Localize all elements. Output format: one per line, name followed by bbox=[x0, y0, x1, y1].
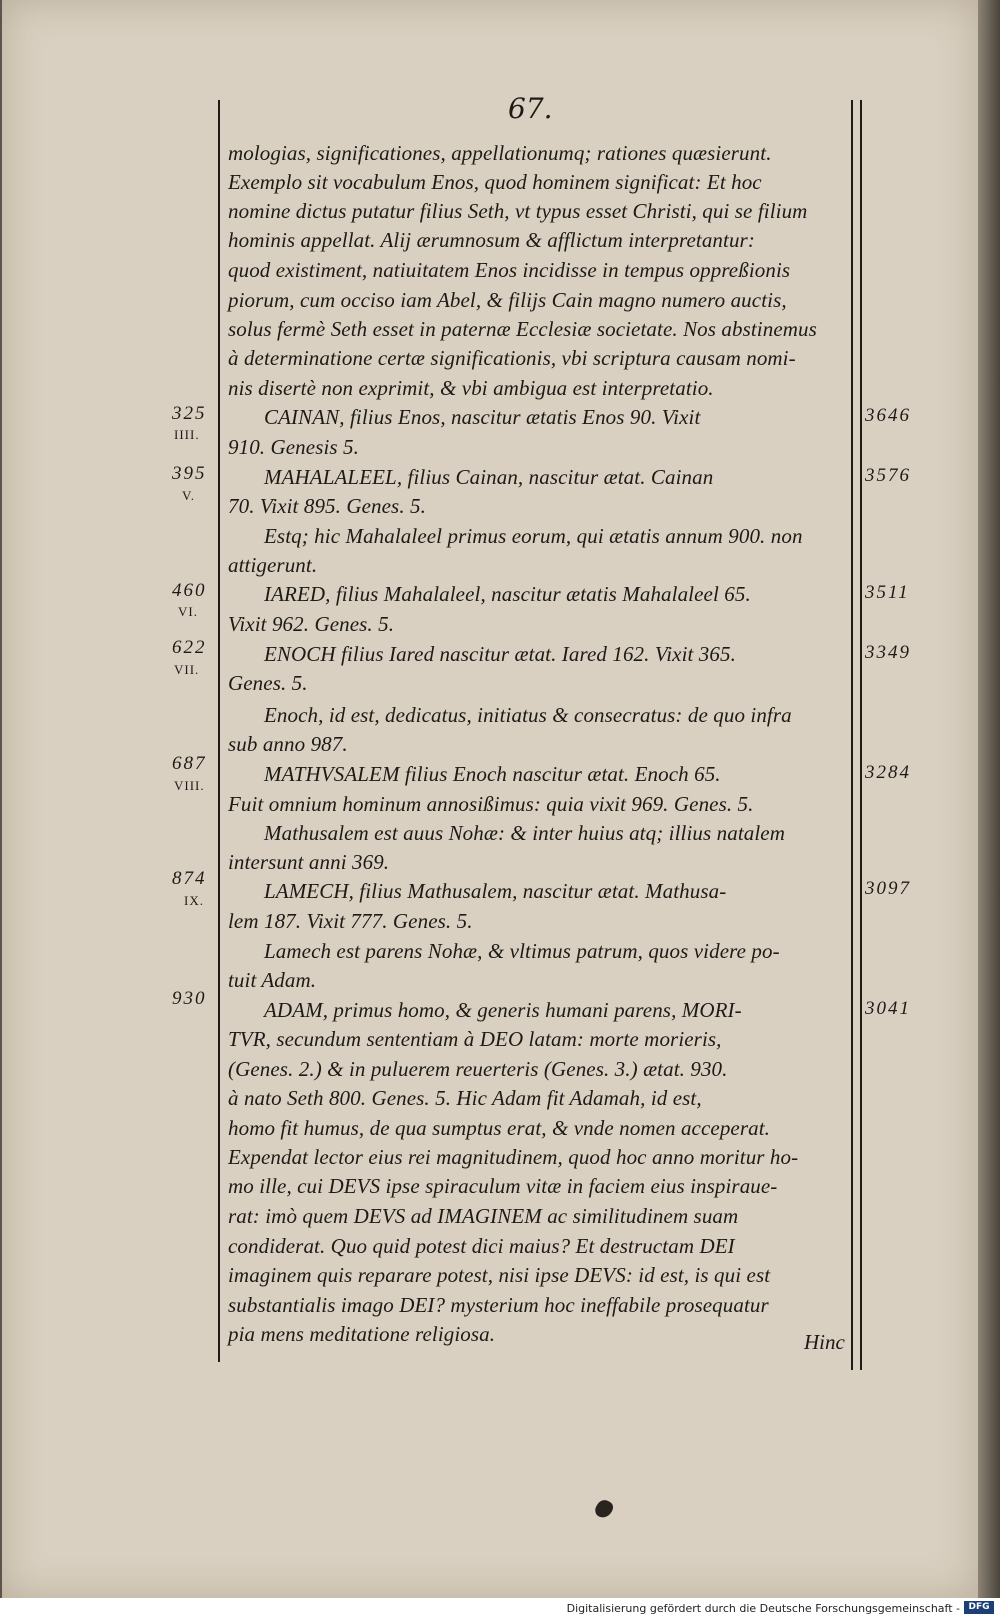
footer-credit: Digitalisierung gefördert durch die Deutsche Forschungsgemeinschaft - bbox=[566, 1602, 960, 1615]
text-line: condiderat. Quo quid potest dici maius? Et destructam DEI bbox=[228, 1234, 735, 1258]
text-line: Expendat lector eius rei magnitudinem, quod hoc anno moritur ho- bbox=[228, 1145, 799, 1169]
margin-year-right: 3576 bbox=[865, 465, 911, 486]
text-line: quod existiment, natiuitatem Enos incidisse in tempus oppreßionis bbox=[228, 258, 791, 282]
text-line: pia mens meditatione religiosa. bbox=[228, 1322, 496, 1346]
text-line: (Genes. 2.) & in puluerem reuerteris (Genes. 3.) ætat. 930. bbox=[228, 1057, 728, 1081]
text-line: MAHALALEEL, filius Cainan, nascitur ætat. Cainan bbox=[264, 465, 714, 489]
margin-year-left: 687 bbox=[172, 753, 207, 774]
text-line: MATHVSALEM filius Enoch nascitur ætat. Enoch 65. bbox=[264, 762, 721, 786]
text-line: substantialis imago DEI? mysterium hoc ineffabile prosequatur bbox=[228, 1293, 769, 1317]
text-line: nomine dictus putatur filius Seth, vt typus esset Christi, qui se filium bbox=[228, 199, 808, 223]
text-line: Vixit 962. Genes. 5. bbox=[228, 612, 395, 636]
text-line: attigerunt. bbox=[228, 553, 318, 577]
text-line: Enoch, id est, dedicatus, initiatus & consecratus: de quo infra bbox=[264, 703, 792, 727]
text-line: intersunt anni 369. bbox=[228, 850, 390, 874]
text-line: CAINAN, filius Enos, nascitur ætatis Enos 90. Vixit bbox=[264, 405, 701, 429]
margin-generation: VII. bbox=[174, 662, 200, 677]
margin-generation: V. bbox=[182, 488, 195, 503]
margin-generation: IIII. bbox=[174, 427, 200, 442]
margin-year-right: 3349 bbox=[865, 642, 911, 663]
margin-year-right: 3646 bbox=[865, 405, 911, 426]
text-line: imaginem quis reparare potest, nisi ipse DEVS: id est, is qui est bbox=[228, 1263, 771, 1287]
text-line: ADAM, primus homo, & generis humani parens, MORI- bbox=[264, 998, 742, 1022]
text-line: Fuit omnium hominum annosißimus: quia vixit 969. Genes. 5. bbox=[228, 792, 754, 816]
footer-bar bbox=[0, 1598, 1000, 1618]
text-line: mologias, significationes, appellationumq; rationes quæsierunt. bbox=[228, 141, 772, 165]
margin-generation: VIII. bbox=[174, 778, 205, 793]
margin-year-right: 3097 bbox=[865, 878, 911, 899]
text-line: Genes. 5. bbox=[228, 671, 308, 695]
dfg-logo: DFG bbox=[964, 1601, 994, 1614]
margin-year-left: 930 bbox=[172, 988, 207, 1009]
text-line: rat: imò quem DEVS ad IMAGINEM ac similitudinem suam bbox=[228, 1204, 739, 1228]
margin-generation: VI. bbox=[178, 604, 198, 619]
margin-year-left: 395 bbox=[172, 463, 207, 484]
page-number: 67. bbox=[508, 92, 553, 125]
margin-year-right: 3511 bbox=[865, 582, 910, 603]
text-line: lem 187. Vixit 777. Genes. 5. bbox=[228, 909, 473, 933]
text-line: piorum, cum occiso iam Abel, & filijs Cain magno numero auctis, bbox=[228, 288, 787, 312]
text-line: Mathusalem est auus Nohæ: & inter huius atq; illius natalem bbox=[264, 821, 785, 845]
catchword: Hinc bbox=[804, 1330, 845, 1354]
text-line: sub anno 987. bbox=[228, 732, 348, 756]
page-edge bbox=[978, 0, 1000, 1598]
text-line: solus fermè Seth esset in paternæ Ecclesiæ societate. Nos abstinemus bbox=[228, 317, 817, 341]
text-line: homo fit humus, de qua sumptus erat, & vnde nomen acceperat. bbox=[228, 1116, 771, 1140]
margin-year-left: 622 bbox=[172, 637, 207, 658]
text-line: TVR, secundum sententiam à DEO latam: morte morieris, bbox=[228, 1027, 722, 1051]
margin-year-left: 460 bbox=[172, 580, 207, 601]
right-column-rule-outer bbox=[860, 100, 862, 1370]
text-line: Estq; hic Mahalaleel primus eorum, qui ætatis annum 900. non bbox=[264, 524, 803, 548]
text-line: Exemplo sit vocabulum Enos, quod hominem significat: Et hoc bbox=[228, 170, 762, 194]
margin-year-right: 3041 bbox=[865, 998, 911, 1019]
text-line: Lamech est parens Nohæ, & vltimus patrum, quos videre po- bbox=[264, 939, 780, 963]
text-line: hominis appellat. Alij ærumnosum & afflictum interpretantur: bbox=[228, 228, 755, 252]
text-line: nis disertè non exprimit, & vbi ambigua est interpretatio. bbox=[228, 376, 714, 400]
text-line: tuit Adam. bbox=[228, 968, 317, 992]
left-column-rule bbox=[218, 100, 220, 1362]
text-line: mo ille, cui DEVS ipse spiraculum vitæ in faciem eius inspiraue- bbox=[228, 1174, 778, 1198]
text-line: 70. Vixit 895. Genes. 5. bbox=[228, 494, 426, 518]
margin-year-right: 3284 bbox=[865, 762, 911, 783]
text-line: ENOCH filius Iared nascitur ætat. Iared 162. Vixit 365. bbox=[264, 642, 736, 666]
margin-generation: IX. bbox=[184, 893, 204, 908]
text-line: à nato Seth 800. Genes. 5. Hic Adam fit Adamah, id est, bbox=[228, 1086, 702, 1110]
text-line: IARED, filius Mahalaleel, nascitur ætatis Mahalaleel 65. bbox=[264, 582, 751, 606]
margin-year-left: 874 bbox=[172, 868, 207, 889]
text-line: 910. Genesis 5. bbox=[228, 435, 359, 459]
margin-year-left: 325 bbox=[172, 403, 207, 424]
text-line: LAMECH, filius Mathusalem, nascitur ætat. Mathusa- bbox=[264, 879, 727, 903]
text-line: à determinatione certæ significationis, vbi scriptura causam nomi- bbox=[228, 346, 796, 370]
